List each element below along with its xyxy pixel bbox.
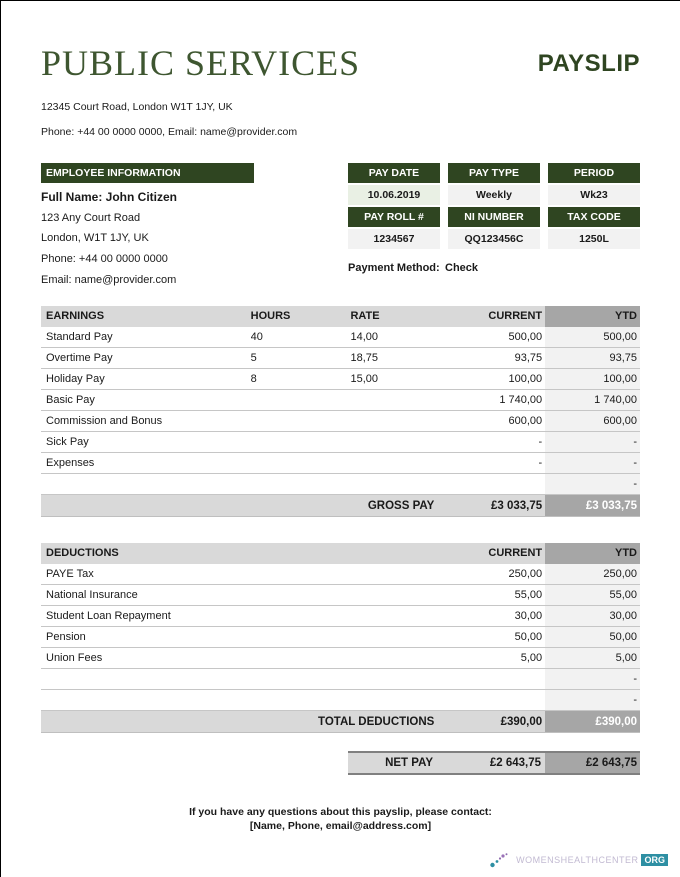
net-pay-row <box>348 751 640 775</box>
cell-hours: 8 <box>250 372 257 385</box>
table-row <box>41 474 640 495</box>
cell-rate <box>350 474 450 494</box>
cell-current: 1 740,00 <box>499 393 543 406</box>
total-deductions-current: £390,00 <box>500 715 543 728</box>
cell-current <box>450 669 545 689</box>
cell-ytd: 55,00 <box>545 585 640 605</box>
cell-ytd: - <box>545 690 640 710</box>
table-row <box>41 453 640 474</box>
cell-ytd: 1 740,00 <box>545 390 640 410</box>
logo-text: WOMENSHEALTHCENTER <box>516 855 639 865</box>
hours-col-header: HOURS <box>250 309 291 322</box>
cell-ytd: 600,00 <box>545 411 640 431</box>
cell-current: 100,00 <box>508 372 543 385</box>
gross-pay-label: GROSS PAY <box>367 499 435 512</box>
gross-pay-current: £3 033,75 <box>490 499 543 512</box>
cell-name <box>41 690 450 710</box>
cell-current: - <box>538 456 543 469</box>
footer-line2: [Name, Phone, email@address.com] <box>249 819 432 832</box>
employee-email: Email: name@provider.com <box>41 273 177 286</box>
cell-current: 55,00 <box>514 588 543 601</box>
cell-name: Basic Pay <box>46 393 95 406</box>
cell-rate <box>350 411 450 431</box>
deductions-table <box>41 543 640 733</box>
total-deductions-ytd: £390,00 <box>545 711 640 732</box>
cell-name <box>41 669 450 689</box>
cell-ytd: 93,75 <box>545 348 640 368</box>
deductions-ytd-col-header: YTD <box>545 543 640 564</box>
cell-name: Holiday Pay <box>46 372 105 385</box>
gross-pay-ytd: £3 033,75 <box>545 495 640 516</box>
cell-ytd: - <box>545 669 640 689</box>
cell-rate: 14,00 <box>350 330 379 343</box>
cell-name: Union Fees <box>46 651 103 664</box>
net-pay-ytd: £2 643,75 <box>545 753 640 773</box>
cell-current: 30,00 <box>514 609 543 622</box>
cell-ytd: 30,00 <box>545 606 640 626</box>
table-row <box>41 411 640 432</box>
payroll-number-value: 1234567 <box>348 229 440 249</box>
employee-details <box>41 187 348 290</box>
cell-hours: 5 <box>250 351 257 364</box>
cell-name: Pension <box>46 630 86 643</box>
logo-org-badge: ORG <box>641 854 668 866</box>
table-row <box>41 690 640 711</box>
table-row <box>41 648 640 669</box>
deductions-current-col-header: CURRENT <box>488 546 543 559</box>
cell-hours <box>251 411 351 431</box>
cell-current: 250,00 <box>508 567 543 580</box>
cell-current: - <box>538 435 543 448</box>
cell-ytd: 100,00 <box>545 369 640 389</box>
earnings-col-header: EARNINGS <box>46 309 105 322</box>
cell-hours: 40 <box>250 330 263 343</box>
page-title: PAYSLIP <box>537 50 640 77</box>
cell-current: 93,75 <box>514 351 543 364</box>
deductions-col-header: DEDUCTIONS <box>46 546 119 559</box>
cell-name: PAYE Tax <box>46 567 94 580</box>
cell-hours <box>251 453 351 473</box>
pay-type-value: Weekly <box>448 185 540 205</box>
cell-name: Student Loan Repayment <box>46 609 171 622</box>
earnings-table <box>41 306 640 517</box>
table-row <box>41 627 640 648</box>
payroll-number-header: PAY ROLL # <box>348 207 440 227</box>
payment-method <box>348 262 640 274</box>
net-pay-label: NET PAY <box>385 756 433 769</box>
pay-type-header: PAY TYPE <box>448 163 540 183</box>
employee-address2: London, W1T 1JY, UK <box>41 232 149 245</box>
tax-code-value: 1250L <box>548 229 640 249</box>
table-row <box>41 585 640 606</box>
cell-ytd: - <box>545 474 640 494</box>
pay-info <box>348 163 640 290</box>
dots-arc-icon <box>489 851 513 869</box>
pay-date-header: PAY DATE <box>348 163 440 183</box>
total-deductions-label: TOTAL DEDUCTIONS <box>318 715 435 728</box>
cell-hours <box>251 390 351 410</box>
table-row <box>41 327 640 348</box>
cell-name: Standard Pay <box>46 330 113 343</box>
cell-ytd: 500,00 <box>545 327 640 347</box>
cell-name: Sick Pay <box>46 435 89 448</box>
table-row <box>41 606 640 627</box>
net-pay-current: £2 643,75 <box>489 756 541 769</box>
deductions-table-body <box>41 564 640 711</box>
cell-ytd: - <box>545 432 640 452</box>
cell-rate <box>350 432 450 452</box>
cell-current: 5,00 <box>520 651 543 664</box>
cell-ytd: 250,00 <box>545 564 640 584</box>
cell-rate: 15,00 <box>350 372 379 385</box>
cell-current: 50,00 <box>514 630 543 643</box>
cell-ytd: 50,00 <box>545 627 640 647</box>
company-name: PUBLIC SERVICES <box>41 43 361 83</box>
cell-hours <box>251 432 351 452</box>
table-row <box>41 564 640 585</box>
table-row <box>41 669 640 690</box>
ni-number-header: NI NUMBER <box>448 207 540 227</box>
net-pay-section <box>41 751 640 775</box>
info-section <box>41 163 640 290</box>
cell-current <box>450 690 545 710</box>
cell-hours <box>251 474 351 494</box>
deductions-table-header <box>41 543 640 564</box>
earnings-table-body <box>41 327 640 495</box>
cell-current: 600,00 <box>508 414 543 427</box>
payment-method-label: Payment Method: <box>348 262 440 274</box>
pay-date-value: 10.06.2019 <box>348 185 440 205</box>
employee-address1: 123 Any Court Road <box>41 211 141 224</box>
table-row <box>41 348 640 369</box>
ni-number-value: QQ123456C <box>448 229 540 249</box>
earnings-table-header <box>41 306 640 327</box>
table-row <box>41 390 640 411</box>
company-address <box>41 95 640 145</box>
header <box>41 43 640 83</box>
cell-name: Overtime Pay <box>46 351 113 364</box>
employee-info <box>41 163 348 290</box>
cell-name: Expenses <box>46 456 95 469</box>
period-value: Wk23 <box>548 185 640 205</box>
employee-info-header: EMPLOYEE INFORMATION <box>41 163 254 183</box>
cell-name: Commission and Bonus <box>46 414 163 427</box>
cell-name: National Insurance <box>46 588 138 601</box>
company-address-line1: 12345 Court Road, London W1T 1JY, UK <box>41 101 233 113</box>
cell-rate <box>350 453 450 473</box>
pay-info-grid <box>348 163 640 249</box>
table-row <box>41 432 640 453</box>
cell-ytd: 5,00 <box>545 648 640 668</box>
tax-code-header: TAX CODE <box>548 207 640 227</box>
current-col-header: CURRENT <box>488 309 543 322</box>
cell-name <box>41 474 251 494</box>
table-row <box>41 369 640 390</box>
payment-method-value: Check <box>445 262 479 274</box>
rate-col-header: RATE <box>350 309 380 322</box>
cell-current <box>450 474 545 494</box>
total-deductions-row <box>41 711 640 733</box>
gross-pay-row <box>41 495 640 517</box>
period-header: PERIOD <box>548 163 640 183</box>
cell-rate <box>350 390 450 410</box>
womenshealthcenter-logo[interactable] <box>489 851 668 869</box>
cell-rate: 18,75 <box>350 351 379 364</box>
footer-note <box>41 805 640 833</box>
employee-full-name: Full Name: John Citizen <box>41 190 178 205</box>
footer-line1: If you have any questions about this payslip, please contact: <box>189 805 492 818</box>
company-address-line2: Phone: +44 00 0000 0000, Email: name@provider.com <box>41 126 298 138</box>
cell-ytd: - <box>545 453 640 473</box>
ytd-col-header: YTD <box>545 306 640 327</box>
cell-current: 500,00 <box>508 330 543 343</box>
employee-phone: Phone: +44 00 0000 0000 <box>41 253 168 266</box>
payslip-page <box>1 1 680 833</box>
